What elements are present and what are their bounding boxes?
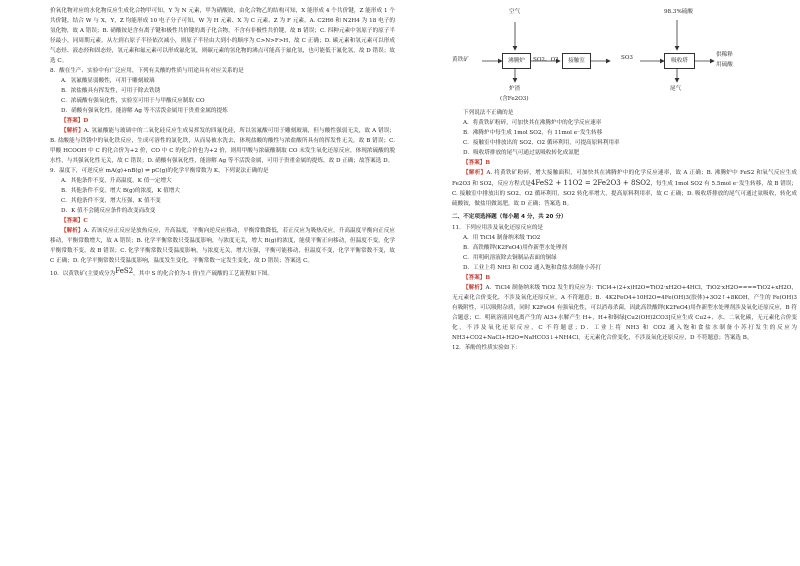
q11-option-c: C．用明矾溶液除去铜制品表面的铜绿 xyxy=(463,255,557,261)
answer-tag: 【答案】 xyxy=(463,160,486,166)
q11-option-d: D．工业上将 NH3 和 CO2 通入饱和食盐水制备小苏打 xyxy=(463,265,602,271)
q8-analysis xyxy=(50,126,395,166)
q9-answer xyxy=(50,216,395,226)
answer-value: D xyxy=(83,118,89,124)
acid-label: 98.3%硫酸 xyxy=(664,9,693,15)
fes2-formula: FeS2 xyxy=(115,267,134,275)
pyrite-label: 黄铁矿 xyxy=(452,57,469,63)
q8-option-a: A．氢氟酸显弱酸性，可用于雕刻玻璃 xyxy=(61,78,155,84)
q9-option-c: C．其他条件不变，增大压强，K 值不变 xyxy=(61,198,161,204)
q10-option-a: A．将黄铁矿粉碎，可加快其在沸腾炉中的化学反应速率 xyxy=(463,120,602,126)
slag-label-1: 炉渣 xyxy=(509,86,521,92)
absorber-box: 吸收塔 xyxy=(664,53,695,69)
answer-value: B xyxy=(485,275,491,281)
right-column xyxy=(452,6,797,353)
furnace-box: 沸腾炉 xyxy=(502,53,531,69)
q7-analysis-continued: 价氧化物对应的水化物反应生成化合物甲可知，Y 为 N 元素，甲为硝酸铵，由化合物乙的结构可知，X 能形成 4 个共价键，Z 能形成 1 个共价键，结合 W 与 X，Y，Z 均能形成 10 电子分子可知，W 为 H 元素、X 为 C 元素、Z 为 F 元素。A. C2H6 和 N2H4 为 18 电子的氢化物，故 A 错误；B. 硝酸铵是含有离子键和极性共价键的离子化合物，不含有非极性共价键，故 B 错误；C. 四种元素中氢原子的原子半径最小，同周期元素，从左到右原子半径依次减小，则原子半径由大到小的顺序为 C>N>F>H，故 C 正确；D. 碳元素和氢元素可以形成气态烃、液态烃和固态烃，氢元素和氟元素可以形成氟化氢，则碳元素的氢化物的沸点可能高于氟化氢，也可能低于氟化氢，故 D 错误；故选 C。 xyxy=(50,8,395,64)
analysis-text: A. 氢氟酸能与玻璃中的二氧化硅反应生成易挥发的四氟化硅，所以氢氟酸可用于雕刻玻璃，但与酸性强弱无关，故 A 错误；B. 盐酸能与铁锈中的氧化铁反应，生成可溶性的氯化铁，从而易被水洗去，体现盐酸的酸性与浓盐酸所具有的挥发性无关，故 B 错误；C. 甲酸 HCOOH 中 C 的化合价为+2 价，CO 中 C 的化合价也为+2 价，则用甲酸与浓硫酸制取 CO 未发生氧化还原反应，体现浓硫酸的脱水性，与其强氧化性无关，故 C 错误；D. 硝酸有强氧化性，能溶解 Ag 等不活泼金属，可用于贵重金属的提炼，故 D 正确；故答案选 D。 xyxy=(50,128,395,164)
q8-option-c: C．浓硫酸有强氧化性，实验室可用于与甲酸反应制取 CO xyxy=(61,98,205,104)
reaction-equation: 4FeS2 + 11O2 = 2Fe2O3 + 8SO2 xyxy=(530,179,651,187)
q11-option-a: A．用 TiCl4 制备纳米级 TiO2 xyxy=(463,235,541,241)
analysis-tag: 【解析】 xyxy=(61,128,84,134)
q10-question: 下列说法不正确的是 xyxy=(463,110,514,116)
q10-stem: 10．以黄铁矿(主要成分为FeS2，其中 S 的化合价为-1 价)生产硫酸的工艺流程如下图。 xyxy=(50,267,273,277)
section-heading: 二、不定项选择题（每小题 4 分，共 20 分） xyxy=(452,214,567,220)
answer-value: C xyxy=(83,218,88,224)
q10-analysis: 【解析】A. 将黄铁矿粉碎，增大接触面积，可加快其在沸腾炉中的化学反应速率，故 A 正确；B. 沸腾炉中 FeS2 和氧气反应生成 Fe2O3 和 SO2，反应方程式是4FeS2 + 11O2 = 2Fe2O3 + 8SO2，每生成 1mol SO2 有 5.5mol e⁻发生转移，故 B 错误；C. 接触室中排放出的 SO2、O2 循环利用，SO2 转化率增大，提高原料利用率，故 C 正确；D. 吸收塔排放的尾气可通过氨吸收，转化成硫酸铵，做盐用做氮肥，故 D 正确；答案选 B。 xyxy=(452,170,797,207)
slag-label-2: (含Fe2O3) xyxy=(500,96,529,102)
q9-analysis xyxy=(50,226,395,266)
analysis-tag: 【解析】 xyxy=(61,228,84,234)
answer-tag: 【答案】 xyxy=(463,275,486,281)
so3-label: SO3 xyxy=(621,55,633,61)
analysis-tag: 【解析】 xyxy=(463,170,487,176)
q11-analysis xyxy=(452,283,797,343)
q11-option-b: B．高铁酸钾(K2FeO4)用作新型水处理剂 xyxy=(463,245,567,251)
q11-answer xyxy=(452,273,797,283)
analysis-text: A. 若该反应正反应是放热反应，升高温度，平衡向逆反应移动，平衡常数降低，若正反应为吸热反应，升高温度平衡向正反应移动，平衡常数增大，故 A 错误；B. 化学平衡常数只受温度影响，与浓度无关，增大 B(g)的浓度，能使平衡正向移动，但温度不变，化学平衡常数不变，故 B 错误；C. 化学平衡常数只受温度影响，与浓度无关，增大压强，平衡可能移动，但温度不变，化学平衡常数不变，故 C 正确；D. 化学平衡常数只受温度影响，温度发生变化，平衡常数一定发生变化，故 D 错误；答案选 C。 xyxy=(50,228,395,264)
product-label-2: 用硫酸 xyxy=(716,62,733,68)
q8-option-b: B．浓盐酸具有挥发性，可用于除去铁锈 xyxy=(61,88,161,94)
q9-stem: 9．温度下，可逆反应 mA(g)+nB(g) ⇌ pC(g)的化学平衡常数为 K，下列说法正确的是 xyxy=(50,168,269,174)
q11-stem: 11．下列应用涉及氧化还原反应的是 xyxy=(452,225,544,231)
q9-option-a: A．其他条件不变，升高温度，K 值一定增大 xyxy=(61,178,172,184)
process-flow-diagram xyxy=(452,6,797,106)
left-column xyxy=(50,6,395,279)
answer-value: B xyxy=(485,160,491,166)
q9-option-d: D．K 值不会随反应条件的改变而改变 xyxy=(61,208,156,214)
q10-option-b: B．沸腾炉中每生成 1mol SO2，有 11mol e⁻发生转移 xyxy=(463,130,603,136)
q10-answer xyxy=(452,158,797,168)
q8-stem: 8．酸在生产、实验中有广泛应用，下列有关酸的性质与用途具有对应关系的是 xyxy=(50,68,244,74)
q8-option-d: D．硝酸有强氧化性，能溶解 Ag 等不活泼金属用于贵重金属的提炼 xyxy=(61,108,228,114)
q10-option-d: D．吸收塔排放的尾气可通过氨吸收转化成氮肥 xyxy=(463,150,580,156)
air-label: 空气 xyxy=(509,9,521,15)
analysis-text: A．TiCl4 制备纳米级 TiO2 发生的反应为：TiCl4+(2+x)H2O=TiO2·xH2O+4HCl，TiO2·xH2O====TiO2+xH2O，无元素化合价变化，不涉及氧化还原反应，A 不符题意；B．4K2FeO4+10H2O=4Fe(OH)3(胶体)+3O2↑+8KOH，产生的 Fe(OH)3 有吸附性，可以吸附杂质，同时 K2FeO4 有强氧化性，可以消毒杀菌，因此高铁酸钾(K2FeO4)用作新型水处理剂涉及氧化还原反应，B 符合题意；C．明矾溶液因电离产生的 Al3+水解产生 H+，H+和铜绿[Cu2(OH)2CO3]反应生成 Cu2+、水、二氧化碳，无元素化合价变化，不涉及氧化还原反应，C 不符题意；D．工业上将 NH3 和 CO2 通入饱和食盐水制备小苏打发生的反应为 NH3+CO2+NaCl+H2O=NaHCO3↓+NH4Cl，无元素化合价变化，不涉及氧化还原反应，D 不符题意；答案选 B。 xyxy=(452,285,797,341)
answer-tag: 【答案】 xyxy=(61,218,84,224)
contact-chamber-box: 接触室 xyxy=(562,53,591,69)
tail-gas-label: 尾气 xyxy=(670,86,682,92)
q12-stem: 12．苯酚的性质实验如下： xyxy=(452,345,521,351)
q8-answer xyxy=(50,116,395,126)
q10-option-c: C．接触室中排放出的 SO2、O2 循环利用，可提高原料利用率 xyxy=(463,140,620,146)
analysis-tag: 【解析】 xyxy=(463,285,486,291)
answer-tag: 【答案】 xyxy=(61,118,84,124)
product-label-1: 供稀释 xyxy=(716,52,733,58)
so2-o2-label: SO2、O2 xyxy=(533,57,559,63)
q9-option-b: B．其他条件不变，增大 B(g)的浓度，K 值增大 xyxy=(61,188,180,194)
